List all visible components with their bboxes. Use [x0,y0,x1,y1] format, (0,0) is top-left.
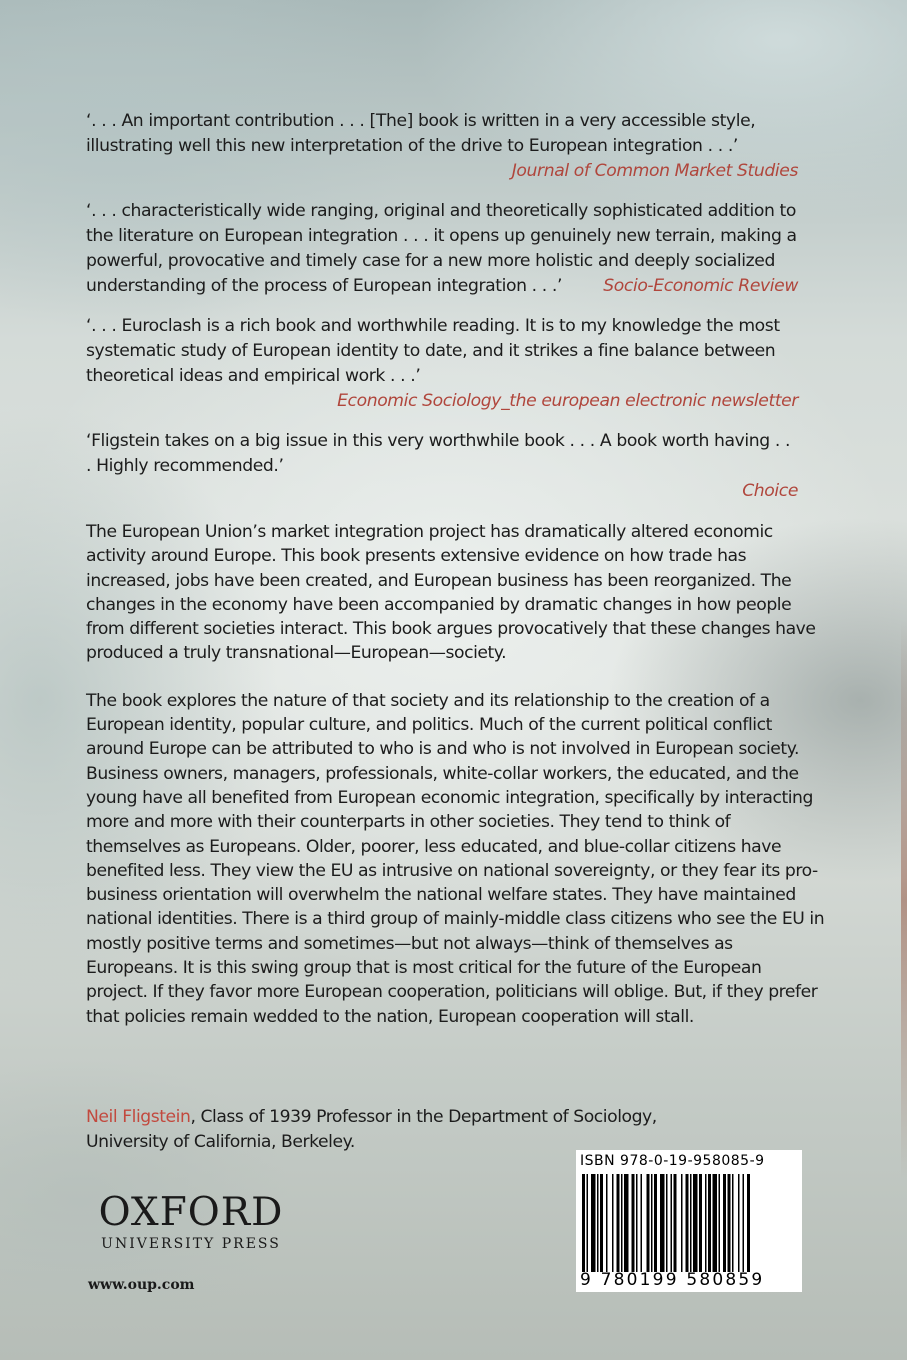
barcode-bar [690,1174,692,1272]
description-paragraph: The European Union’s market integration project has dramatically altered economic activity around Europe. This book presents extensive evidence on how trade has increased, jobs have been created, and European business has been reorganized. The changes in the economy have been accompanied by dramatic changes in how people from different societies interact. This book argues provocatively that these changes have produced a truly transnational—European—society. [86,522,816,664]
barcode-bar [591,1174,596,1272]
barcode-bar [612,1174,614,1272]
isbn-label: ISBN 978-0-19-958085-9 [580,1153,765,1169]
barcode-bar [600,1174,603,1272]
author-name: Neil Fligstein [86,1107,191,1127]
quote-text: ‘. . . An important contribution . . . [The] book is written in a very accessible style, illustrating well this new interpretation of the drive to European integration . . .’ [86,111,756,156]
barcode-bar [713,1174,718,1272]
quote-source: Socio-Economic Review [603,276,798,296]
barcode-bar [681,1174,683,1272]
publisher-url: www.oup.com [88,1277,195,1293]
description-paragraph: The book explores the nature of that society and its relationship to the creation of a European identity, popular culture, and politics. Much of the current political conflict around Europe can be attributed to who is and who is not involved in European society. Business owners, managers, professionals, white-collar workers, the educated, and the young have all benefited from European economic integration, specifically by interacting more and more with their counterparts in other societies. They tend to think of themselves as Europeans. Older, poorer, less educated, and blue-collar citizens have benefited less. They view the EU as intrusive on national sovereignty, or they fear its pro-business orientation will overwhelm the national welfare states. They have maintained national identities. There is a third group of mainly-middle class citizens who see the EU in mostly positive terms and sometimes—but not always—think of themselves as Europeans. It is this swing group that is most critical for the future of the European project. If they favor more European cooperation, politicians will oblige. But, if they prefer that policies remain wedded to the nation, European cooperation will stall. [86,690,825,1027]
quote-source: Choice [742,481,798,501]
barcode-bar [660,1174,665,1272]
barcode-bar [747,1174,750,1272]
barcode-bar [732,1174,734,1272]
barcode-bar [708,1174,711,1272]
barcode-bar [597,1174,599,1272]
cover-edge-shade [901,620,907,1180]
barcode-bars [582,1174,796,1272]
barcode-bar [699,1174,702,1272]
barcode-bar [621,1174,623,1272]
review-quote [86,314,798,414]
barcode-bar [738,1174,740,1272]
barcode-bar [719,1174,721,1272]
review-quote [86,199,798,299]
publisher-name: OXFORD [98,1190,284,1235]
barcode-bar [617,1174,620,1272]
quote-text: ‘Fligstein takes on a big issue in this very worthwhile book . . . A book worth having . . . Highly recommended.’ [86,431,791,476]
barcode-bar [728,1174,731,1272]
barcode-bar [587,1174,589,1272]
barcode-digits: 9 780199 580859 [580,1270,765,1290]
barcode-bar [686,1174,689,1272]
quote-text: ‘. . . characteristically wide ranging, original and theoretically sophisticated addition to the literature on European integration . . . it opens up genuinely new terrain, making a powerful, provocative and timely case for a new more holistic and deeply socialized understanding of the process of European integration . . .’ [86,201,797,296]
quote-source: Journal of Common Market Studies [511,161,798,181]
barcode-bar [582,1174,585,1272]
barcode-bar [723,1174,726,1272]
barcode-bar [641,1174,643,1272]
review-quote [86,109,798,184]
barcode [576,1150,802,1292]
author-affiliation: University of California, Berkeley. [86,1131,355,1152]
barcode-bar [636,1174,638,1272]
barcode-bar [671,1174,673,1272]
barcode-bar [693,1174,698,1272]
barcode-bar [666,1174,668,1272]
barcode-bar [654,1174,657,1272]
barcode-bar [606,1174,608,1272]
author-bio [86,1105,726,1154]
book-description [86,520,826,1029]
barcode-bar [624,1174,629,1272]
barcode-bar [651,1174,653,1272]
barcode-bar [647,1174,650,1272]
barcode-bar [743,1174,745,1272]
barcode-bar [632,1174,635,1272]
barcode-bar [674,1174,677,1272]
quote-source: Economic Sociology_the european electronic newsletter [337,391,798,411]
review-quotes [86,109,798,504]
publisher-subtitle: UNIVERSITY PRESS [101,1236,281,1252]
publisher-logo [86,1192,296,1252]
review-quote [86,429,798,504]
barcode-bar [705,1174,707,1272]
author-title: , Class of 1939 Professor in the Department of Sociology, [190,1107,657,1127]
quote-text: ‘. . . Euroclash is a rich book and worthwhile reading. It is to my knowledge the most systematic study of European identity to date, and it strikes a fine balance between theoretical ideas and empirical work . . .’ [86,316,780,386]
